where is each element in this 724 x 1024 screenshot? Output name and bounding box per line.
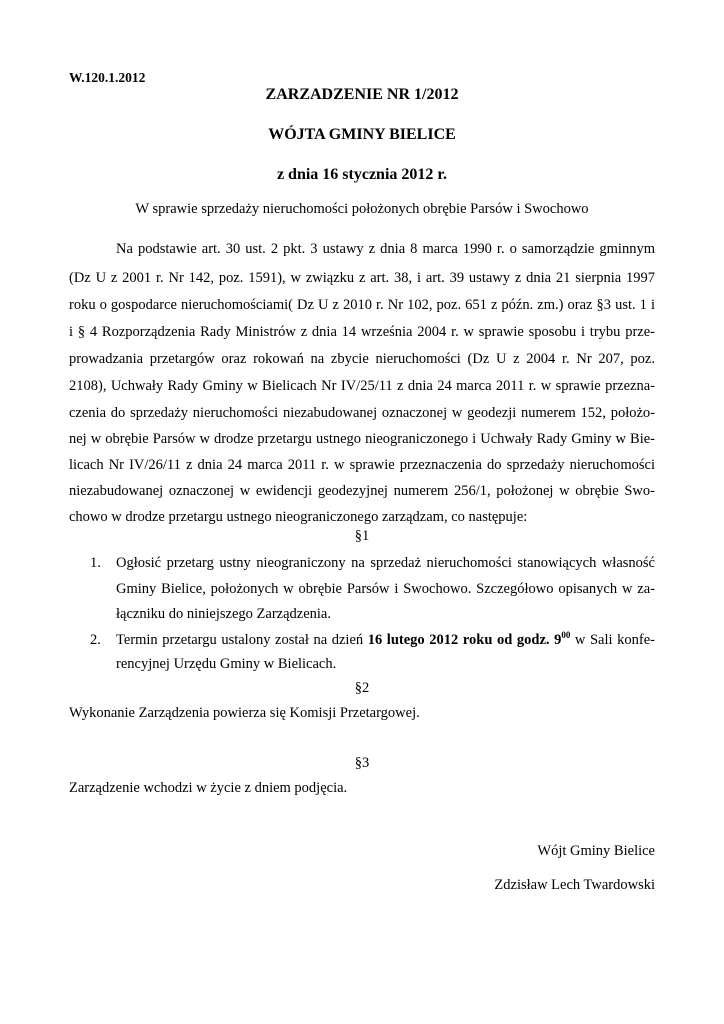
- section-2-mark: §2: [354, 680, 370, 696]
- item-line: łączniku do niniejszego Zarządzenia.: [116, 606, 331, 622]
- item-line: rencyjnej Urzędu Gminy w Bielicach.: [116, 656, 337, 672]
- auction-time-minutes: 00: [561, 630, 571, 641]
- preamble-line: nej w obrębie Parsów w drodze przetargu ustnego nieograniczonego i Uchwały Rady Gminy w Bie-: [69, 431, 655, 447]
- preamble-line: Na podstawie art. 30 ust. 2 pkt. 3 ustawy z dnia 8 marca 1990 r. o samorządzie gminnym: [116, 241, 655, 257]
- section-2-text: Wykonanie Zarządzenia powierza się Komisji Przetargowej.: [69, 705, 420, 721]
- item-number: 2.: [90, 632, 101, 648]
- section-1-mark: §1: [354, 528, 370, 544]
- auction-date: 16 lutego 2012 roku od godz. 9: [367, 632, 562, 648]
- preamble-line: (Dz U z 2001 r. Nr 142, poz. 1591), w związku z art. 38, i art. 39 ustawy z dnia 21 sierpnia 1997: [69, 270, 655, 286]
- preamble-line: czenia do sprzedaży nieruchomości niezabudowanej oznaczonej w geodezji numerem 152, położo-: [69, 405, 655, 421]
- preamble-line: roku o gospodarce nieruchomościami( Dz U z 2010 r. Nr 102, poz. 651 z późn. zm.) oraz §3 ust. 1 i: [69, 297, 655, 313]
- preamble-line: i § 4 Rozporządzenia Rady Ministrów z dnia 14 września 2004 r. w sprawie sposobu i trybu prze-: [69, 324, 655, 340]
- item-number: 1.: [90, 555, 101, 571]
- preamble-line: chowo w drodze przetargu ustnego nieograniczonego zarządzam, co następuje:: [69, 509, 528, 525]
- title-date: z dnia 16 stycznia 2012 r.: [276, 166, 448, 183]
- signature-name: Zdzisław Lech Twardowski: [494, 877, 655, 893]
- section-3-mark: §3: [354, 755, 370, 771]
- item-text: w Sali konfe-: [570, 632, 655, 648]
- preamble-line: licach Nr IV/26/11 z dnia 24 marca 2011 r. w sprawie przeznaczenia do sprzedaży nieruchomości: [69, 457, 655, 473]
- document-subject: W sprawie sprzedaży nieruchomości położonych obrębie Parsów i Swochowo: [135, 201, 589, 217]
- preamble-line: niezabudowanej oznaczonej w ewidencji geodezyjnej numerem 256/1, położonej w obrębie Swo-: [69, 483, 655, 499]
- section-3-text: Zarządzenie wchodzi w życie z dniem podjęcia.: [69, 780, 348, 796]
- title-issuer: WÓJTA GMINY BIELICE: [268, 126, 456, 143]
- item-line: Gminy Bielice, położonych w obrębie Parsów i Swochowo. Szczegółowo opisanych w za-: [116, 581, 655, 597]
- item-text: Termin przetargu ustalony został na dzień: [116, 632, 368, 648]
- item-line: Ogłosić przetarg ustny nieograniczony na sprzedaż nieruchomości stanowiących własność: [116, 555, 655, 571]
- preamble-line: prowadzania przetargów oraz rokowań na zbycie nieruchomości (Dz U z 2004 r. Nr 207, poz.: [69, 351, 655, 367]
- document-reference: W.120.1.2012: [69, 70, 146, 85]
- preamble-line: 2108), Uchwały Rady Gminy w Bielicach Nr IV/25/11 z dnia 24 marca 2011 r. w sprawie przezna-: [69, 378, 655, 394]
- signature-office: Wójt Gminy Bielice: [537, 843, 655, 859]
- title-ordinance-number: ZARZADZENIE NR 1/2012: [265, 86, 459, 103]
- item-line: [116, 632, 655, 649]
